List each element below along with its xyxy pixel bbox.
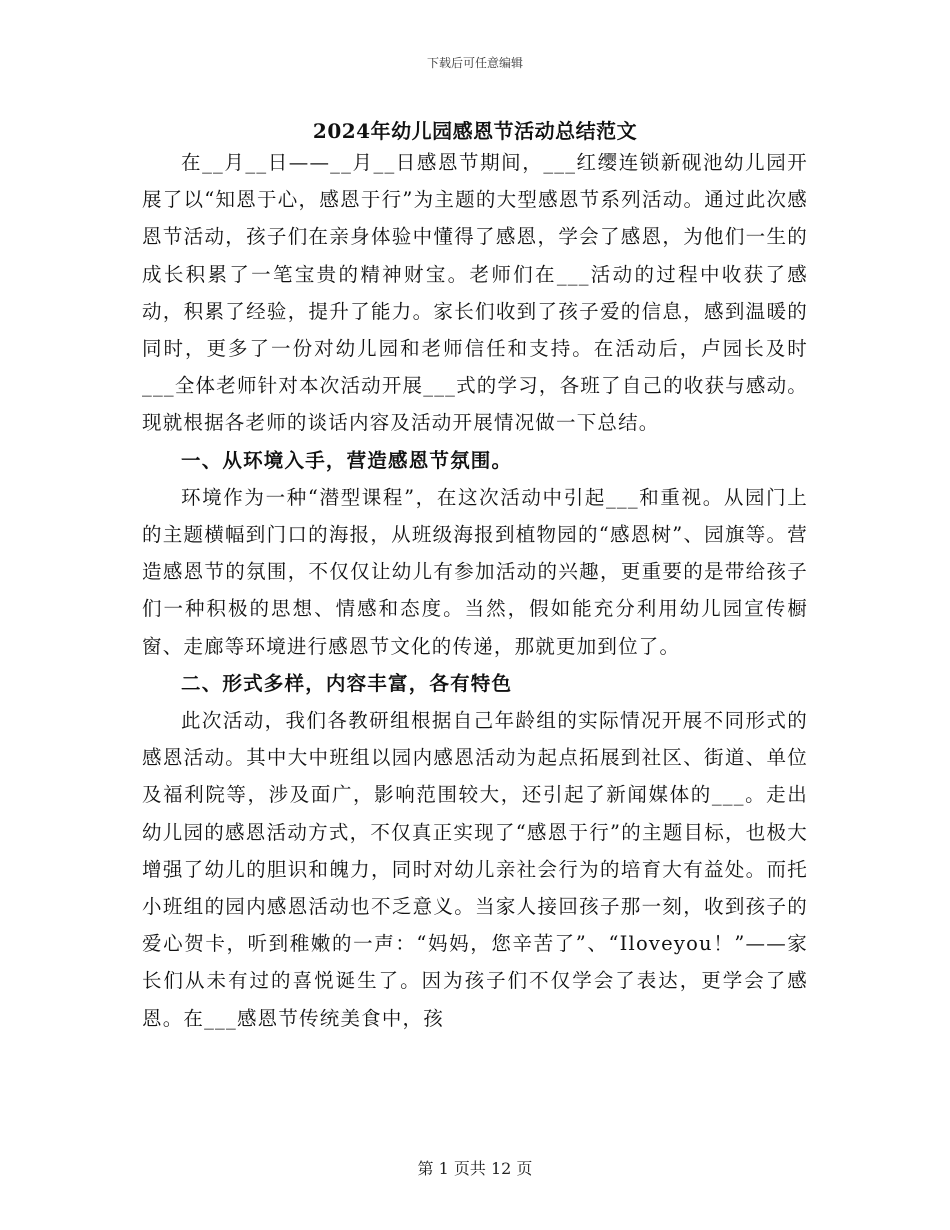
section-heading-1: 一、从环境入手，营造感恩节氛围。	[181, 448, 513, 472]
document-title: 2024年幼儿园感恩节活动总结范文	[312, 119, 638, 143]
page-footer: 第 1 页共 12 页	[417, 1159, 533, 1178]
header-note: 下载后可任意编辑	[426, 56, 523, 70]
intro-paragraph: 在__月__日——__月__日感恩节期间，___红缨连锁新砚池幼儿园开展了以“知恩于心，感恩于行”为主题的大型感恩节系列活动。通过此次感恩节活动，孩子们在亲身体验中懂得了感恩，学会了感恩，为他们一生的成长积累了一笔宝贵的精神财宝。老师们在___活动的过程中收获了感动，积累了经验，提升了能力。家长们收到了孩子爱的信息，感到温暖的同时，更多了一份对幼儿园和老师信任和支持。在活动后，卢园长及时___全体老师针对本次活动开展___式的学习，各班了自己的收获与感动。现就根据各老师的谈话内容及活动开展情况做一下总结。	[142, 151, 809, 435]
section-2-paragraph: 此次活动，我们各教研组根据自己年龄组的实际情况开展不同形式的感恩活动。其中大中班组以园内感恩活动为起点拓展到社区、街道、单位及福利院等，涉及面广，影响范围较大，还引起了新闻媒体的___。走出幼儿园的感恩活动方式，不仅真正实现了“感恩于行”的主题目标，也极大增强了幼儿的胆识和魄力，同时对幼儿亲社会行为的培育大有益处。而托小班组的园内感恩活动也不乏意义。当家人接回孩子那一刻，收到孩子的爱心贺卡，听到稚嫩的一声：“妈妈，您辛苦了”、“Iloveyou！”——家长们从未有过的喜悦诞生了。因为孩子们不仅学会了表达，更学会了感恩。在___感恩节传统美食中，孩	[142, 709, 808, 1030]
document-body	[142, 144, 808, 1037]
section-heading-2: 二、形式多样，内容丰富，各有特色	[181, 671, 513, 695]
section-1-paragraph: 环境作为一种“潜型课程”，在这次活动中引起___和重视。从园门上的主题横幅到门口的海报，从班级海报到植物园的“感恩树”、园旗等。营造感恩节的氛围，不仅仅让幼儿有参加活动的兴趣，更重要的是带给孩子们一种积极的思想、情感和态度。当然，假如能充分利用幼儿园宣传橱窗、走廊等环境进行感恩节文化的传递，那就更加到位了。	[142, 485, 808, 658]
